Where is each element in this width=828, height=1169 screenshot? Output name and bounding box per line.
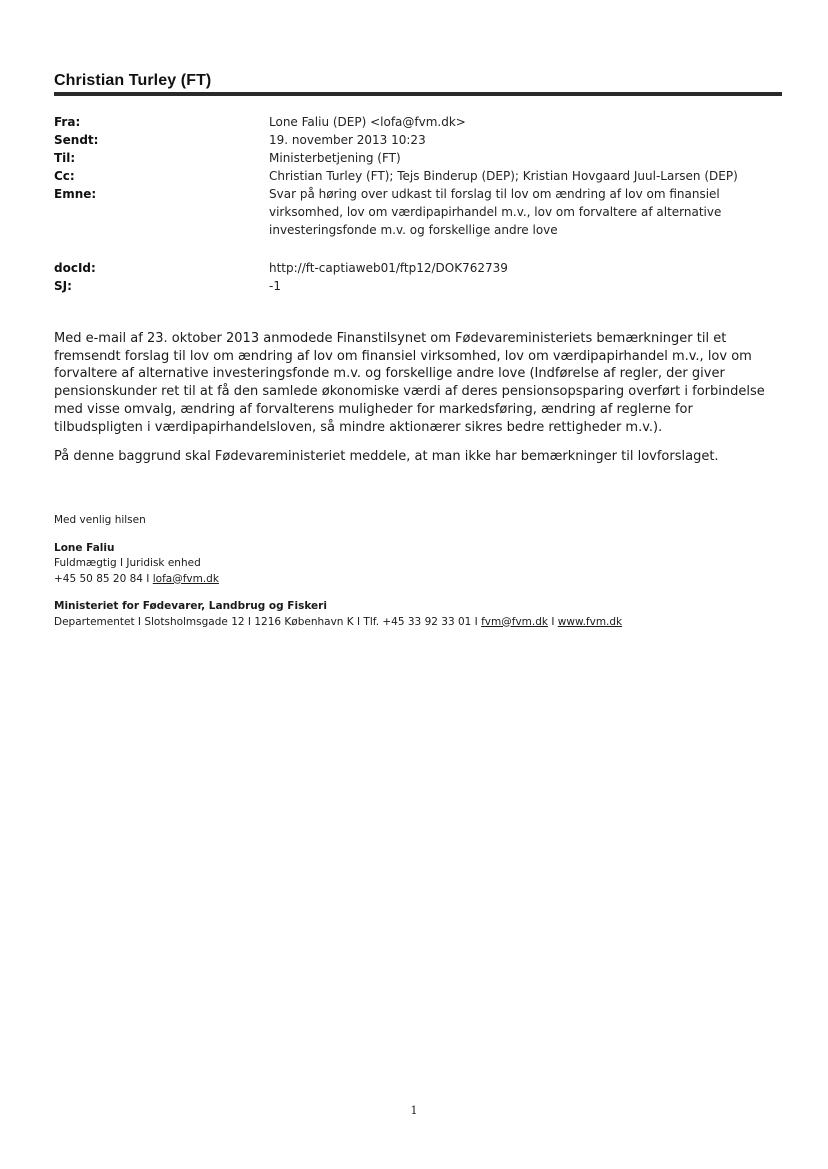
separator: I	[547, 615, 558, 628]
organization-email-link[interactable]: fvm@fvm.dk	[481, 615, 548, 628]
header-row-to	[54, 149, 782, 167]
address-text: Departementet I Slotsholmsgade 12 I 1216 København K I Tlf. +45 33 92 33 01 I	[54, 615, 482, 628]
header-row-sj	[54, 277, 782, 295]
header-value-subject: Svar på høring over udkast til forslag til lov om ændring af lov om finansiel virksomhed, lov om værdipapirhandel m.v., lov om forvaltere af alternative investeringsfonde m.v. og forskellige andre love	[269, 187, 722, 237]
sender-title: Fuldmægtig I Juridisk enhed	[54, 557, 201, 569]
sender-contact	[54, 572, 784, 588]
organization-block	[54, 599, 784, 630]
sender-email-link[interactable]: lofa@fvm.dk	[152, 572, 219, 585]
website-link[interactable]: www.fvm.dk	[557, 615, 623, 628]
header-rule	[54, 92, 782, 96]
mailbox-owner: Christian Turley (FT)	[54, 72, 212, 89]
closing: Med venlig hilsen	[54, 514, 146, 526]
header-label: Sendt:	[54, 133, 99, 147]
email-body	[54, 330, 784, 466]
organization-name: Ministeriet for Fødevarer, Landbrug og Fiskeri	[54, 600, 327, 612]
sender-name: Lone Faliu	[54, 541, 115, 554]
header-label: Fra:	[54, 115, 81, 129]
header-row-cc	[54, 167, 782, 185]
header-label: docId:	[54, 261, 96, 275]
header-label: Til:	[54, 151, 76, 165]
organization-address	[54, 615, 784, 631]
header-label: SJ:	[54, 279, 72, 293]
sender-block	[54, 541, 784, 588]
header-row-sent	[54, 131, 782, 149]
signature	[54, 513, 784, 642]
header-value-cc: Christian Turley (FT); Tejs Binderup (DEP); Kristian Hovgaard Juul-Larsen (DEP)	[269, 169, 738, 183]
header-label: Emne:	[54, 187, 97, 201]
header-value-sj: -1	[269, 279, 281, 293]
header-spacer	[54, 239, 782, 259]
page-number: 1	[410, 1104, 418, 1117]
header-value-from: Lone Faliu (DEP) <lofa@fvm.dk>	[269, 115, 466, 129]
header-value-to: Ministerbetjening (FT)	[269, 151, 401, 165]
header-row-from	[54, 113, 782, 131]
header-label: Cc:	[54, 169, 75, 183]
header-row-subject	[54, 185, 782, 239]
header-value-sent: 19. november 2013 10:23	[269, 133, 426, 147]
body-paragraph: Med e-mail af 23. oktober 2013 anmodede Finanstilsynet om Fødevareministeriets bemærkninger til et fremsendt forslag til lov om ændring af lov om finansiel virksomhed, lov om værdipapirhandel m.v., lov om forvaltere af alternative investeringsfonde m.v. og forskellige andre love (Indførelse af regler, der giver pensionskunder ret til at få den samlede økonomiske værdi af deres pensionsopsparing overført i forbindelse med visse omvalg, ændring af forvalterens muligheder for markedsføring, ændring af reglerne for tilbudspligten i værdipapirhandelsloven, så mindre aktionærer sikres bedre rettigheder m.v.).	[54, 331, 765, 435]
body-paragraph: På denne baggrund skal Fødevareministeriet meddele, at man ikke har bemærkninger til lovforslaget.	[54, 449, 719, 465]
header-row-docid	[54, 259, 782, 277]
header-value-docid: http://ft-captiaweb01/ftp12/DOK762739	[269, 261, 508, 275]
email-headers	[54, 113, 782, 295]
sender-phone: +45 50 85 20 84 I	[54, 572, 153, 585]
